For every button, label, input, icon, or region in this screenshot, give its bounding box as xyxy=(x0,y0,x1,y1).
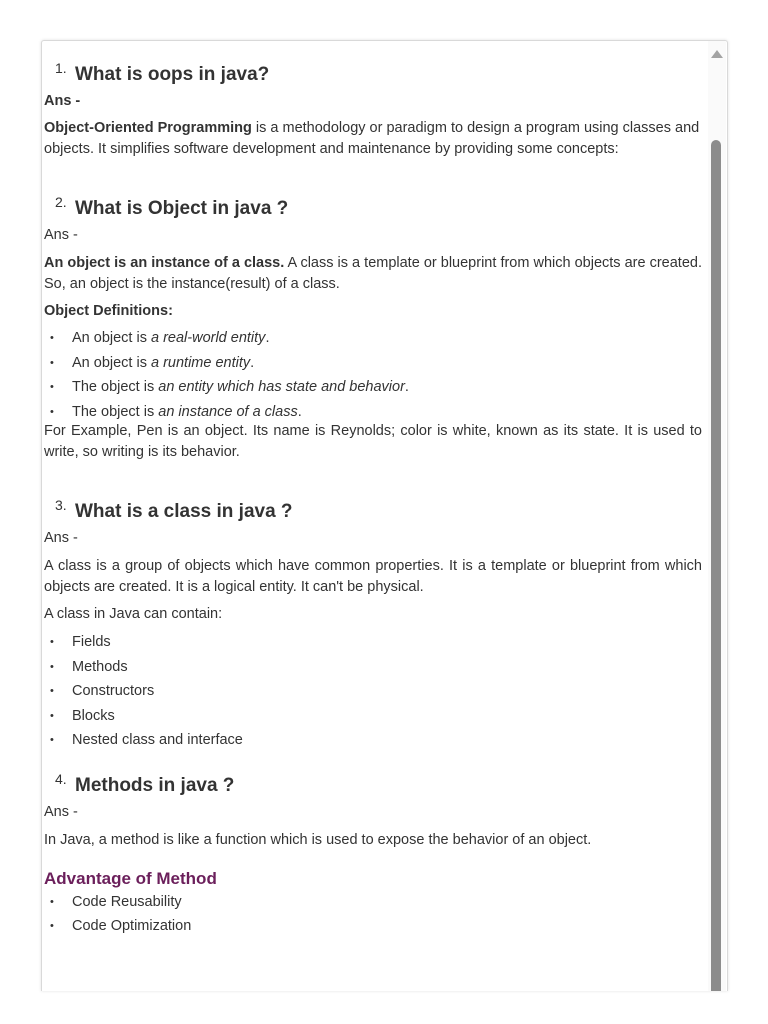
list-item: • The object is an instance of a class. xyxy=(44,401,702,426)
list-item: • Methods xyxy=(44,656,702,681)
list-item: • Blocks xyxy=(44,705,702,730)
definitions-list xyxy=(44,327,702,425)
question-title: What is a class in java ? xyxy=(75,501,293,522)
question-3-heading xyxy=(44,497,702,527)
answer-paragraph: An object is an instance of a class. A class is a template or blueprint from which objects are created. So, an object is the instance(result) of a class. xyxy=(44,255,702,292)
answer-paragraph: In Java, a method is like a function which is used to expose the behavior of an object. xyxy=(44,831,592,848)
question-number: 4. xyxy=(55,770,67,787)
question-2-heading xyxy=(44,194,702,224)
answer-paragraph: A class is a group of objects which have common properties. It is a template or blueprint from which objects are created. It is a logical entity. It can't be physical. xyxy=(44,558,702,595)
question-1-heading xyxy=(44,60,702,90)
definitions-heading: Object Definitions: xyxy=(44,303,173,319)
class-contents-list xyxy=(44,631,702,754)
list-item: • Constructors xyxy=(44,680,702,705)
answer-paragraph: A class in Java can contain: xyxy=(44,606,223,622)
list-item: • The object is an entity which has state and behavior. xyxy=(44,376,702,401)
content-panel xyxy=(41,40,728,991)
scroll-content xyxy=(44,41,702,991)
answer-label: Ans - xyxy=(44,803,78,820)
question-title: What is Object in java ? xyxy=(75,198,289,219)
list-item: • An object is a real-world entity. xyxy=(44,327,702,352)
question-number: 1. xyxy=(55,60,67,76)
example-paragraph: For Example, Pen is an object. Its name is Reynolds; color is white, known as its state. It is used to write, so writing is its behavior. xyxy=(44,423,702,460)
question-number: 2. xyxy=(55,194,67,210)
answer-paragraph: Object-Oriented Programming is a methodology or paradigm to design a program using classes and objects. It simplifies software development and maintenance by providing some concepts: xyxy=(44,120,700,157)
answer-label: Ans - xyxy=(44,530,78,546)
question-4-heading xyxy=(44,771,702,801)
list-item: • Code Reusability xyxy=(44,891,702,916)
scroll-up-arrow-icon[interactable] xyxy=(711,50,723,58)
list-item: • An object is a runtime entity. xyxy=(44,352,702,377)
scrollbar-thumb[interactable] xyxy=(711,140,721,991)
vertical-scrollbar[interactable] xyxy=(708,41,726,991)
question-title: Methods in java ? xyxy=(75,774,235,796)
question-number: 3. xyxy=(55,497,67,513)
answer-label: Ans - xyxy=(44,93,81,109)
question-title: What is oops in java? xyxy=(75,64,270,85)
list-item: • Fields xyxy=(44,631,702,656)
advantage-heading: Advantage of Method xyxy=(44,868,217,888)
advantage-list xyxy=(44,891,702,940)
answer-label: Ans - xyxy=(44,227,78,243)
list-item: • Nested class and interface xyxy=(44,729,702,754)
list-item: • Code Optimization xyxy=(44,915,702,940)
